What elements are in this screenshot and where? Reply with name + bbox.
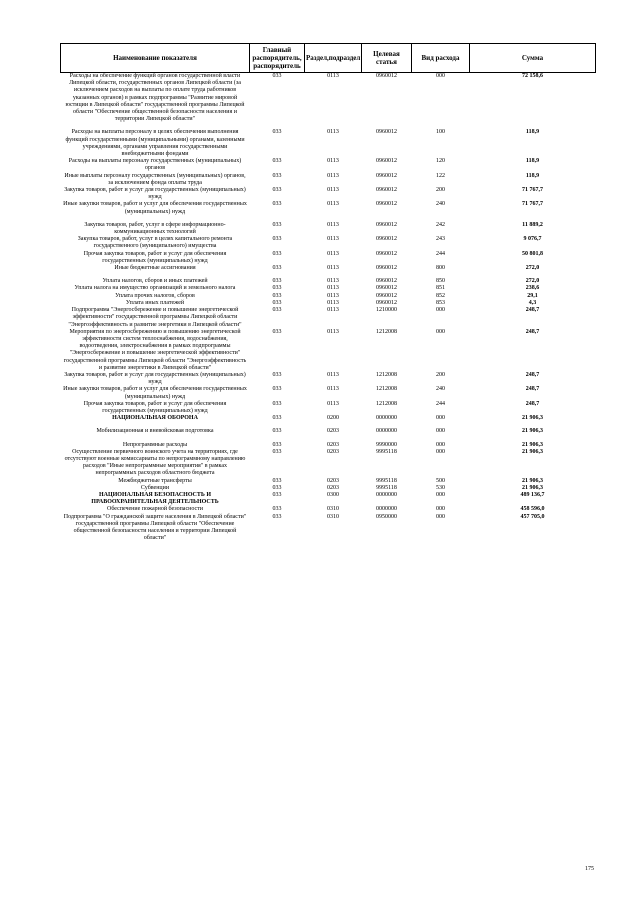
row-section-code: 0203 (327, 441, 339, 448)
row-expense-code: 530 (436, 484, 445, 491)
row-name: Прочая закупка товаров, работ и услуг для обеспечения государственных (муниципальных) нужд (83, 250, 227, 264)
row-name: Прочая закупка товаров, работ и услуг для обеспечения государственных (муниципальных) нужд (83, 400, 227, 414)
row-name: Уплата налога на имущество организаций и земельного налога (74, 285, 236, 292)
row-sum: 272,0 (525, 278, 540, 285)
table-header-row (61, 44, 596, 73)
row-sum: 118,9 (525, 158, 540, 165)
row-name: НАЦИОНАЛЬНАЯ ОБОРОНА (112, 415, 198, 422)
row-sum: 238,6 (525, 285, 540, 292)
row-name: Расходы на обеспечение функций органов государственной власти Липецкой области, государственных органов Липецкой области (за исключением расходов на выплаты по оплате труда работников указанных органов) в рамках подпрограммы "Развитие мировой юстиции в Липецкой области" государственной программы Липецкой области "Обеспечение общественной безопасности населения и территории Липецкой области" (65, 73, 245, 123)
table-row (61, 415, 596, 422)
table-row (61, 401, 596, 415)
row-section-code: 0113 (327, 307, 339, 314)
row-name: Закупка товаров, работ, услуг в сфере информационно-коммуникационных технологий (84, 221, 226, 236)
row-admin-code: 033 (272, 448, 282, 455)
row-name: Обеспечение пожарной безопасности (106, 506, 203, 513)
row-admin-code: 033 (272, 285, 282, 292)
row-section-code: 0113 (327, 201, 339, 208)
page-number: 175 (585, 866, 594, 872)
row-admin-code: 033 (272, 328, 282, 335)
row-article-code: 9995118 (376, 484, 397, 491)
row-admin-code: 033 (272, 477, 282, 484)
row-section-code: 0203 (327, 477, 339, 484)
row-admin-code: 033 (272, 265, 282, 272)
row-expense-code: 200 (436, 187, 445, 194)
row-admin-code: 033 (272, 278, 282, 285)
row-name: Закупка товаров, работ и услуг для государственных (муниципальных) нужд (64, 187, 246, 201)
row-expense-code: 243 (436, 236, 445, 243)
row-article-code: 1212008 (376, 386, 397, 393)
row-sum: 21 906,3 (522, 415, 543, 422)
table-row (61, 73, 596, 124)
row-name: Подпрограмма "Энергосбережение и повышение энергетической эффективности" государственной программы Липецкой области "Энергоэффективность и развитие энергетики в Липецкой области" (68, 307, 242, 328)
row-article-code: 0950000 (376, 513, 397, 520)
row-admin-code: 033 (272, 292, 282, 299)
row-section-code: 0300 (327, 491, 339, 498)
row-sum: 21 906,3 (522, 428, 543, 435)
row-name: Субвенции (140, 484, 170, 491)
row-expense-code: 200 (436, 371, 445, 378)
row-article-code: 0000000 (376, 491, 397, 498)
row-expense-code: 000 (436, 415, 445, 422)
row-article-code: 9990000 (376, 441, 397, 448)
row-section-code: 0113 (327, 400, 339, 407)
row-admin-code: 033 (272, 129, 282, 136)
row-section-code: 0200 (327, 415, 339, 422)
row-name: Уплата иных платежей (125, 299, 185, 306)
row-article-code: 0960012 (376, 292, 397, 299)
row-article-code: 0960012 (376, 236, 397, 243)
row-article-code: 0960012 (376, 172, 397, 179)
table-body (61, 73, 596, 543)
row-sum: 29,1 (527, 292, 538, 299)
row-article-code: 0960012 (376, 129, 397, 136)
header-article: Целевая статья (362, 44, 412, 73)
row-sum: 457 705,0 (520, 513, 545, 520)
row-article-code: 0000000 (376, 506, 397, 513)
table-row (61, 300, 596, 307)
row-article-code: 1212008 (376, 400, 397, 407)
row-admin-code: 033 (272, 73, 282, 79)
row-expense-code: 120 (436, 158, 445, 165)
row-admin-code: 033 (272, 299, 282, 306)
table-row (61, 236, 596, 250)
row-expense-code: 852 (436, 292, 445, 299)
row-name: НАЦИОНАЛЬНАЯ БЕЗОПАСНОСТЬ И ПРАВООХРАНИТЕЛЬНАЯ ДЕЯТЕЛЬНОСТЬ (91, 491, 219, 506)
row-section-code: 0113 (327, 285, 339, 292)
row-expense-code: 244 (436, 250, 445, 257)
row-expense-code: 500 (436, 477, 445, 484)
row-section-code: 0113 (327, 265, 339, 272)
row-article-code: 1212008 (376, 371, 397, 378)
table-row (61, 485, 596, 492)
row-expense-code: 850 (436, 278, 445, 285)
row-name: Подпрограмма "О гражданской защите населения в Липецкой области" государственной программы Липецкой области "Обеспечение общественной безопасности населения и территории Липецкой области" (63, 513, 247, 542)
row-article-code: 0960012 (376, 299, 397, 306)
header-sum: Сумма (470, 44, 596, 73)
row-article-code: 0960012 (376, 250, 397, 257)
row-admin-code: 033 (272, 250, 282, 257)
row-admin-code: 033 (272, 428, 282, 435)
row-sum: 248,7 (525, 386, 540, 393)
row-sum: 9 076,7 (523, 236, 542, 243)
row-name: Расходы на выплаты персоналу в целях обеспечения выполнения функций государственными (муниципальными) органами, казенными учреждениями, органами управления государственными внебюджетными фондами (65, 129, 245, 158)
row-sum: 11 889,2 (522, 221, 543, 228)
table-row (61, 514, 596, 543)
row-admin-code: 033 (272, 158, 282, 165)
row-sum: 118,9 (525, 129, 540, 136)
row-sum: 489 136,7 (520, 491, 545, 498)
row-article-code: 0960012 (376, 278, 397, 285)
row-section-code: 0113 (327, 73, 339, 79)
row-sum: 72 158,6 (522, 73, 543, 79)
row-article-code: 0960012 (376, 285, 397, 292)
row-sum: 4,3 (528, 299, 537, 306)
header-section: Раздел,подраздел (305, 44, 362, 73)
row-name: Непрограммные расходы (122, 441, 188, 448)
row-expense-code: 100 (436, 129, 445, 136)
table-row (61, 386, 596, 400)
row-name: Иные закупки товаров, работ и услуг для обеспечения государственных (муниципальных) нужд (63, 201, 247, 215)
row-expense-code: 244 (436, 400, 445, 407)
row-admin-code: 033 (272, 513, 282, 520)
header-admin: Главный распорядитель, распорядитель (250, 44, 305, 73)
row-name: Мероприятия по энергосбережению и повышению энергетической эффективности систем теплоснабжения, водоснабжения, водоотведения, электроснабжения в рамках подпрограммы "Энергосбережение и повышение энергетической эффективности" государственной программы Липецкой области "Энергоэффективность и развитие энергетики в Липецкой области" (63, 328, 247, 371)
row-article-code: 0960012 (376, 265, 397, 272)
row-admin-code: 033 (272, 400, 282, 407)
row-name: Иные бюджетные ассигнования (114, 265, 196, 272)
row-admin-code: 033 (272, 201, 282, 208)
row-admin-code: 033 (272, 307, 282, 314)
table-row (61, 272, 596, 285)
row-article-code: 0960012 (376, 158, 397, 165)
table-row (61, 251, 596, 265)
table-row (61, 436, 596, 449)
row-sum: 458 596,0 (520, 506, 545, 513)
row-section-code: 0310 (327, 513, 339, 520)
row-article-code: 0000000 (376, 428, 397, 435)
row-sum: 248,7 (525, 400, 540, 407)
row-article-code: 0960012 (376, 221, 397, 228)
row-section-code: 0113 (327, 292, 339, 299)
table-row (61, 422, 596, 435)
row-section-code: 0113 (327, 328, 339, 335)
row-sum: 248,7 (525, 307, 540, 314)
row-sum: 21 906,3 (522, 484, 543, 491)
row-admin-code: 033 (272, 221, 282, 228)
row-name: Уплата налогов, сборов и иных платежей (102, 278, 208, 285)
table-row (61, 216, 596, 236)
budget-table (60, 43, 596, 542)
table-row (61, 201, 596, 215)
row-name: Иные закупки товаров, работ и услуг для обеспечения государственных (муниципальных) нужд (63, 386, 247, 400)
row-expense-code: 000 (436, 506, 445, 513)
table-row (61, 265, 596, 272)
row-expense-code: 242 (436, 221, 445, 228)
table-row (61, 506, 596, 513)
table-row (61, 158, 596, 172)
row-admin-code: 033 (272, 415, 282, 422)
row-sum: 248,7 (525, 328, 540, 335)
row-admin-code: 033 (272, 236, 282, 243)
table-row (61, 372, 596, 386)
row-admin-code: 033 (272, 484, 282, 491)
row-expense-code: 800 (436, 265, 445, 272)
row-article-code: 0000000 (376, 415, 397, 422)
row-expense-code: 000 (436, 307, 445, 314)
row-article-code: 0960012 (376, 73, 397, 79)
row-name: Закупка товаров, работ, услуг в целях капитального ремонта государственного (муниципального) имущества (77, 236, 233, 250)
row-section-code: 0113 (327, 158, 339, 165)
row-name: Расходы на выплаты персоналу государственных (муниципальных) органов (68, 158, 242, 172)
row-article-code: 1212008 (376, 328, 397, 335)
table-row (61, 187, 596, 201)
row-article-code: 0960012 (376, 201, 397, 208)
row-expense-code: 000 (436, 441, 445, 448)
table-row (61, 307, 596, 329)
row-admin-code: 033 (272, 491, 282, 498)
table-row (61, 293, 596, 300)
row-expense-code: 240 (436, 386, 445, 393)
row-admin-code: 033 (272, 441, 282, 448)
row-section-code: 0113 (327, 299, 339, 306)
table-row (61, 329, 596, 372)
row-expense-code: 240 (436, 201, 445, 208)
row-article-code: 1210000 (376, 307, 397, 314)
row-section-code: 0310 (327, 506, 339, 513)
row-sum: 71 767,7 (522, 187, 543, 194)
row-expense-code: 851 (436, 285, 445, 292)
row-expense-code: 000 (436, 328, 445, 335)
row-sum: 272,0 (525, 265, 540, 272)
row-expense-code: 122 (436, 172, 445, 179)
row-section-code: 0203 (327, 428, 339, 435)
row-expense-code: 000 (436, 428, 445, 435)
row-name: Межбюджетные трансферты (118, 477, 192, 484)
row-sum: 21 906,3 (522, 448, 543, 455)
table-row (61, 449, 596, 478)
row-section-code: 0113 (327, 386, 339, 393)
row-expense-code: 000 (436, 513, 445, 520)
row-article-code: 9995118 (376, 448, 397, 455)
row-section-code: 0113 (327, 371, 339, 378)
header-expense: Вид расхода (412, 44, 470, 73)
row-sum: 71 767,7 (522, 201, 543, 208)
row-sum: 21 906,3 (522, 477, 543, 484)
row-section-code: 0113 (327, 172, 339, 179)
row-name: Осуществление первичного воинского учета на территориях, где отсутствуют военные комиссариаты по непрограммному направлению расходов "Иные непрограммные мероприятия" в рамках непрограммных расходов областного бюджета (64, 448, 246, 477)
row-expense-code: 853 (436, 299, 445, 306)
row-admin-code: 033 (272, 386, 282, 393)
row-expense-code: 000 (436, 448, 445, 455)
row-sum: 118,9 (525, 172, 540, 179)
row-name: Уплата прочих налогов, сборов (115, 292, 195, 299)
row-article-code: 0960012 (376, 187, 397, 194)
table-row (61, 492, 596, 506)
row-section-code: 0203 (327, 448, 339, 455)
row-article-code: 9995118 (376, 477, 397, 484)
row-admin-code: 033 (272, 172, 282, 179)
row-expense-code: 000 (436, 73, 445, 79)
row-section-code: 0113 (327, 278, 339, 285)
row-section-code: 0203 (327, 484, 339, 491)
row-sum: 50 801,8 (522, 250, 543, 257)
row-section-code: 0113 (327, 187, 339, 194)
table-row (61, 285, 596, 292)
row-section-code: 0113 (327, 129, 339, 136)
row-section-code: 0113 (327, 221, 339, 228)
budget-sheet (60, 43, 595, 542)
row-admin-code: 033 (272, 506, 282, 513)
row-expense-code: 000 (436, 491, 445, 498)
row-admin-code: 033 (272, 187, 282, 194)
row-sum: 248,7 (525, 371, 540, 378)
table-row (61, 173, 596, 187)
row-sum: 21 906,3 (522, 441, 543, 448)
row-name: Иные выплаты персоналу государственных (муниципальных) органов, за исключением фонда оплаты труда (64, 172, 246, 186)
row-section-code: 0113 (327, 250, 339, 257)
row-admin-code: 033 (272, 371, 282, 378)
header-name: Наименование показателя (61, 44, 250, 73)
row-section-code: 0113 (327, 236, 339, 243)
table-row (61, 478, 596, 485)
row-name: Мобилизационная и вневойсковая подготовка (96, 428, 214, 435)
row-name: Закупка товаров, работ и услуг для государственных (муниципальных) нужд (64, 371, 246, 386)
table-row (61, 123, 596, 158)
